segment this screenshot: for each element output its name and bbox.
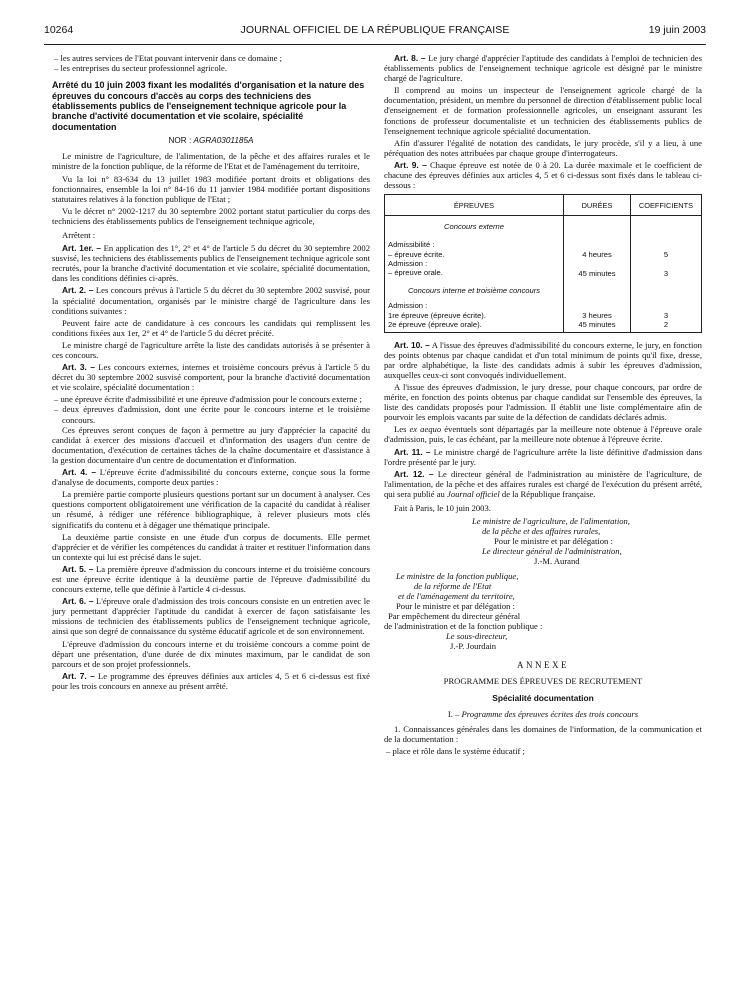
- article-4: [52, 467, 370, 487]
- epreuve-orale-label: – épreuve orale.: [388, 268, 443, 278]
- article-text: Chaque épreuve est notée de 0 à 20. La durée maximale et le coefficient de chacune des épreuves définies aux articles 4, 5 et 6 ci-dessus sont fixés dans le tableau ci-dessous :: [384, 159, 702, 191]
- coef-ecrite: 5: [663, 250, 669, 260]
- header-rule: [44, 44, 706, 45]
- signature-line: Par empêchement du directeur général: [388, 610, 521, 621]
- signature-line: Le ministre de la fonction publique,: [396, 570, 519, 581]
- nor-reference: [52, 136, 370, 146]
- issue-date: 19 juin 2003: [648, 24, 706, 36]
- article-label: Art. 8. –: [394, 53, 426, 63]
- article-7: [52, 671, 370, 691]
- programme-heading: PROGRAMME DES ÉPREUVES DE RECRUTEMENT: [443, 676, 643, 687]
- left-column: [52, 53, 370, 693]
- duree-epreuve-2: 45 minutes: [578, 320, 616, 330]
- article-paragraph: La première partie comporte plusieurs questions portant sur un document à analyser. Ces questions comportent obligatoirement une vérification de la capacité du candidat à réaliser un résumé, à rédiger une référence bibliographique, à relever plusieurs mots clés significatifs du contenu et à dégager une thématique principale.: [52, 489, 370, 530]
- signature-name: J.-P. Jourdain: [450, 641, 497, 652]
- article-label: Art. 9. –: [394, 159, 427, 170]
- right-column: [384, 53, 702, 756]
- admission-label: Admission :: [388, 258, 428, 268]
- duree-ecrite: 4 heures: [582, 250, 612, 260]
- fait-a-paris: Fait à Paris, le 10 juin 2003.: [394, 503, 491, 514]
- preamble-paragraph: Le ministre de l'agriculture, de l'alimentation, de la pêche et des affaires rurales et le ministre de la fonction publique, de la réforme de l'Etat et de l'aménagement du territoire,: [52, 151, 370, 172]
- duree-epreuve-1: 3 heures: [582, 311, 612, 321]
- article-paragraph: La deuxième partie consiste en une étude d'un corpus de documents. Elle permet d'apprécier et de vérifier les compétences du candidat à traiter et restituer l'information dans un contexte qui lui est précisé dans le sujet.: [52, 531, 370, 562]
- journal-title: JOURNAL OFFICIEL DE LA RÉPUBLIQUE FRANÇAISE: [240, 24, 510, 36]
- article-label: Art. 6. –: [62, 596, 94, 607]
- epreuve-1-label: 1re épreuve (épreuve écrite).: [388, 310, 486, 320]
- article-paragraph: [384, 424, 702, 444]
- article-9: [384, 160, 702, 190]
- article-label: Art. 3. –: [62, 362, 95, 373]
- article-text: La première épreuve d'admission du concours interne et du troisième concours est une épreuve écrite identique à la deuxième partie de l'épreuve d'admissibilité du concours externe, telle que définie à l'article 4 ci-dessus.: [52, 563, 370, 595]
- article-label: Art. 2. –: [62, 285, 94, 296]
- admissibilite-label: Admissibilité :: [388, 240, 435, 250]
- nor-code: AGRA0301185A: [193, 136, 254, 146]
- table-row: [385, 216, 702, 332]
- text-run: éventuels sont départagés par la meilleure note obtenue à l'épreuve orale d'admission, puis, le cas échéant, par la meilleure note obtenue à l'épreuve écrite.: [384, 424, 702, 445]
- arretent: Arrêtent :: [62, 229, 96, 240]
- list-item: – une épreuve écrite d'admissibilité et une épreuve d'admission pour le concours externe ;: [54, 394, 362, 405]
- text-run-italic: ex aequo: [409, 424, 442, 435]
- signature-line: Le directeur général de l'administration,: [482, 546, 622, 557]
- table-header-coefficients: COEFFICIENTS: [631, 195, 702, 216]
- article-label: Art. 10. –: [394, 339, 430, 350]
- article-paragraph: Le ministre chargé de l'agriculture arrête la liste des candidats autorisés à se présenter à ces concours.: [52, 339, 370, 360]
- table-header-row: [385, 195, 702, 216]
- article-3: [52, 362, 370, 392]
- article-paragraph: Afin d'assurer l'égalité de notation des candidats, le jury procède, s'il y a lieu, à une péréquation des notes attribuées par chaque groupe d'interrogateurs.: [384, 137, 702, 158]
- article-paragraph: Peuvent faire acte de candidature à ces concours les candidats qui remplissent les conditions fixées aux 1er, 2° et 4° de l'article 5 du décret précité.: [52, 317, 370, 338]
- article-label: Art. 7. –: [62, 670, 95, 681]
- signature-block-1: [384, 516, 702, 566]
- page-header: [44, 24, 706, 40]
- epreuve-ecrite-label: – épreuve écrite.: [388, 249, 445, 259]
- article-2: [52, 285, 370, 315]
- decree-title: Arrêté du 10 juin 2003 fixant les modalités d'organisation et la nature des épreuves du concours d'accès au corps des techniciens des établissements publics de l'enseignement technique agricole pour la branche d'activité documentation et vie scolaire, spécialité documentation: [52, 80, 365, 132]
- article-11: [384, 447, 702, 467]
- epreuve-2-label: 2e épreuve (épreuve orale).: [388, 319, 482, 329]
- annexe-heading: ANNEXE: [517, 660, 569, 671]
- table-cell: [564, 216, 631, 332]
- table-header-durees: DURÉES: [564, 195, 631, 216]
- article-label: Art. 11. –: [394, 446, 431, 457]
- duree-orale: 45 minutes: [578, 268, 616, 278]
- signature-name: J.-M. Aurand: [534, 556, 580, 567]
- article-text: L'épreuve orale d'admission des trois concours consiste en un entretien avec le jury permettant d'apprécier l'aptitude du candidat à exercer de façon satisfaisante les missions de technicien des établissements publics de l'enseignement technique agricole, ainsi que son degré de connaissance du système éducatif agricole et de son environnement.: [52, 596, 370, 637]
- section-heading: [384, 709, 702, 719]
- signature-line: Le sous-directeur,: [446, 631, 508, 642]
- table-header-epreuves: ÉPREUVES: [385, 195, 564, 216]
- article-text: Les concours prévus à l'article 5 du décret du 30 septembre 2002 susvisé, pour la spécialité documentation, organisés par le ministre chargé de l'agriculture dans les conditions suivantes :: [52, 285, 370, 316]
- text-run: Les: [394, 424, 410, 435]
- programme-item: 1. Connaissances générales dans les domaines de l'information, de la communication et de la documentation :: [384, 723, 702, 744]
- signature-line: Le ministre de l'agriculture, de l'alimentation,: [472, 516, 630, 527]
- coef-epreuve-2: 2: [663, 320, 669, 330]
- signature-block-2: [384, 571, 702, 652]
- article-label: Art. 4. –: [62, 467, 96, 478]
- article-text: Le programme des épreuves définies aux articles 4, 5 et 6 ci-dessus est fixé pour les trois concours en annexe au présent arrêté.: [52, 670, 370, 691]
- admission-label: Admission :: [388, 301, 428, 311]
- programme-subitem: – place et rôle dans le système éducatif ;: [386, 745, 525, 756]
- signature-line: Pour le ministre et par délégation :: [494, 536, 613, 547]
- article-text: Les concours externes, internes et troisième concours prévus à l'article 5 du décret du 30 septembre 2002 susvisé comportent, pour la branche d'activité documentation et vie scolaire, spécialité documentation :: [52, 362, 370, 393]
- article-text: Le directeur général de l'administration au ministère de l'agriculture, de l'alimentation, de la pêche et des affaires rurales est chargé de l'exécution du présent arrêté, qui sera publié au: [384, 468, 702, 499]
- article-text: A l'issue des épreuves d'admissibilité du concours externe, le jury, en fonction des points obtenus par chaque candidat et d'un total minimum de points qu'il fixe, dresse, par ordre alphabétique, la liste des candidats admis à subir les épreuves d'admission, auxquelles ceux-ci sont convoqués individuellement.: [384, 339, 702, 380]
- article-1: [52, 243, 370, 283]
- signature-line: de l'administration et de la fonction publique :: [384, 621, 543, 632]
- list-item: – deux épreuves d'admission, dont une écrite pour le concours interne et le troisième concours.: [54, 404, 370, 425]
- article-text: Le ministre chargé de l'agriculture arrête la liste définitive d'admission dans l'ordre présenté par le jury.: [384, 446, 703, 467]
- specialite-heading: Spécialité documentation: [492, 692, 594, 703]
- article-12: [384, 469, 702, 499]
- text-run-italic: Journal officiel: [447, 488, 500, 499]
- article-paragraph: Il comprend au moins un inspecteur de l'enseignement agricole chargé de la documentation, président, un membre du personnel de direction d'établissement public local d'enseignement et de formation professionnelle agricoles, un enseignant assurant les fonctions de professeur documentaliste et un technicien des établissements publics de l'enseignement technique agricole spécialité documentation.: [384, 85, 702, 136]
- preamble-paragraph: Vu le décret n° 2002-1217 du 30 septembre 2002 portant statut particulier du corps des techniciens des établissements publics de l'enseignement technique agricole,: [52, 205, 370, 226]
- article-text: Le jury chargé d'apprécier l'aptitude des candidats à l'emploi de technicien des établissements publics de l'enseignement technique agricole est désigné par le ministre chargé de l'agriculture.: [384, 53, 702, 84]
- article-10: [384, 340, 702, 380]
- signature-line: de la pêche et des affaires rurales,: [482, 526, 601, 537]
- intro-item: – les entreprises du secteur professionnel agricole.: [54, 63, 228, 74]
- text-run: de la République française.: [499, 488, 596, 499]
- signature-line: Pour le ministre et par délégation :: [396, 600, 515, 611]
- nor-label: NOR :: [168, 136, 192, 146]
- article-8: [384, 53, 702, 83]
- intro-item: – les autres services de l'Etat pouvant intervenir dans ce domaine ;: [54, 53, 283, 63]
- page-number: 10264: [44, 24, 74, 36]
- article-label: Art. 12. –: [394, 468, 434, 479]
- section-title: Programme des épreuves écrites des trois concours: [461, 708, 639, 719]
- concours-interne-title: Concours interne et troisième concours: [407, 286, 541, 296]
- article-paragraph: L'épreuve d'admission du concours interne et du troisième concours a comme point de départ une présentation, d'une durée de dix minutes maximum, par le candidat de son parcours et de son projet professionnels.: [52, 638, 370, 669]
- article-6: [52, 596, 370, 636]
- exam-table: [384, 194, 702, 332]
- preamble-paragraph: Vu la loi n° 83-634 du 13 juillet 1983 modifiée portant droits et obligations des fonctionnaires, ensemble la loi n° 84-16 du 11 janvier 1984 modifiée portant dispositions statutaires relatives à la fonction publique de l'Etat ;: [52, 173, 370, 204]
- article-paragraph: A l'issue des épreuves d'admission, le jury dresse, pour chaque concours, par ordre de mérite, en fonction des points obtenus par chaque candidat sur l'ensemble des épreuves, la liste des candidats proposés pour l'admission. Il établit une liste complémentaire afin de pourvoir les emplois vacants par suite de la défection de candidats déclarés admis.: [384, 381, 702, 423]
- article-label: Art. 5. –: [62, 563, 94, 574]
- article-label: Art. 1er. –: [62, 243, 102, 254]
- article-5: [52, 564, 370, 594]
- coef-orale: 3: [663, 268, 669, 278]
- table-cell: [631, 216, 702, 332]
- signature-line: de la réforme de l'Etat: [414, 580, 492, 591]
- coef-epreuve-1: 3: [663, 311, 669, 321]
- signature-line: et de l'aménagement du territoire,: [398, 590, 515, 601]
- table-cell: [385, 216, 564, 332]
- article-text: En application des 1°, 2° et 4° de l'article 5 du décret du 30 septembre 2002 susvisé, les techniciens des établissements publics de l'enseignement technique agricole sont recrutés, pour la branche d'activité documentation et vie scolaire, spécialité documentation, dans les conditions définies ci-après.: [52, 243, 370, 284]
- article-text: L'épreuve écrite d'admissibilité du concours externe, conçue sous la forme d'analyse de documents, comporte deux parties :: [52, 467, 370, 488]
- section-number: I. –: [447, 708, 460, 719]
- article-paragraph: Ces épreuves seront conçues de façon à permettre au jury d'apprécier la capacité du candidat à exercer des missions d'accueil et d'information des usagers d'un centre de documentation, d'exécution de certaines tâches de la chaîne documentaire et d'assistance à la gestion documentaire d'un centre de documentation et d'information.: [52, 424, 370, 465]
- concours-externe-title: Concours externe: [444, 222, 504, 232]
